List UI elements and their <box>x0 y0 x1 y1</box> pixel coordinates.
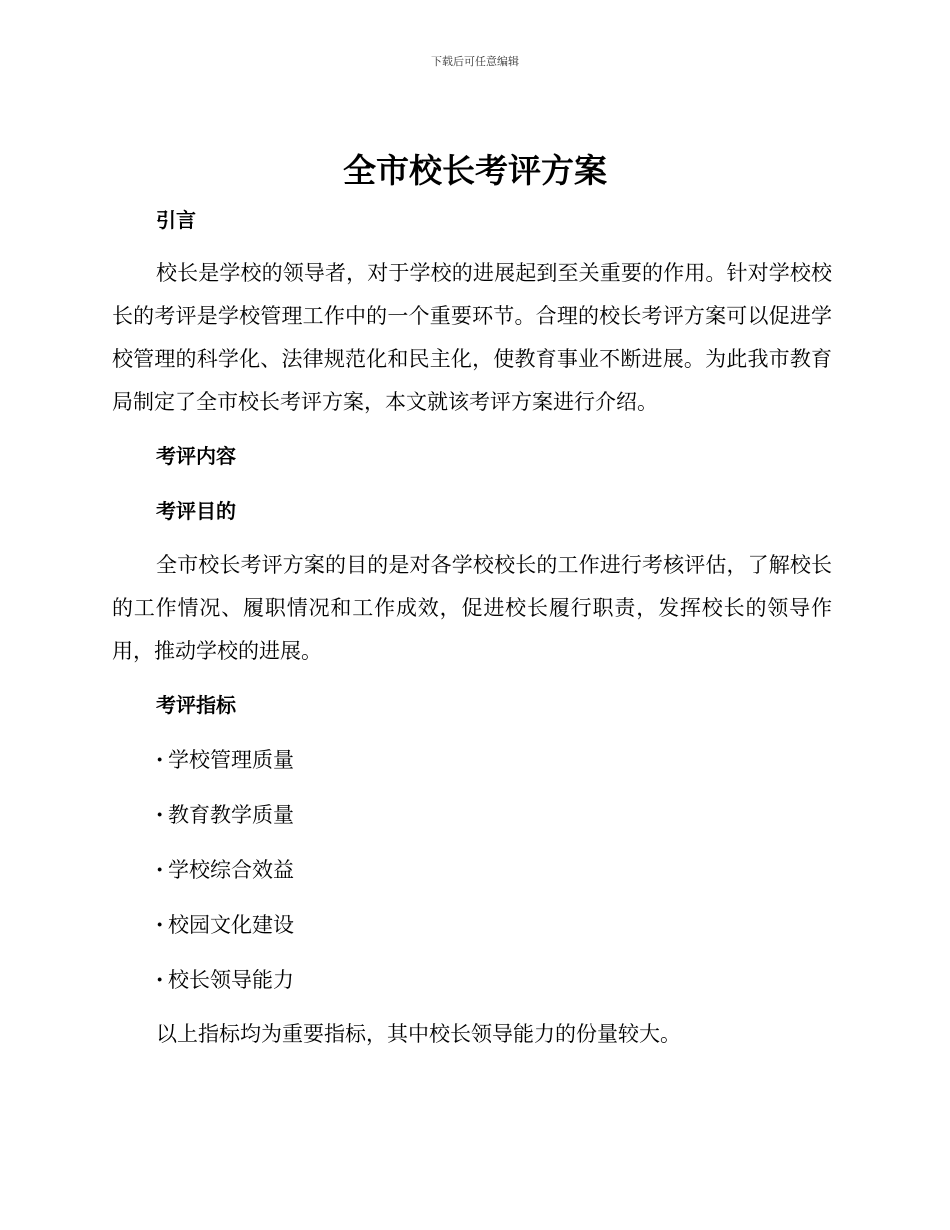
indicator-list <box>156 742 294 1017</box>
purpose-paragraph: 全市校长考评方案的目的是对各学校校长的工作进行考核评估，了解校长的工作情况、履职情况和工作成效，促进校长履行职责，发挥校长的领导作用，推动学校的进展。 <box>112 553 832 663</box>
bullet-icon: · <box>156 802 164 827</box>
bullet-icon: · <box>156 857 164 882</box>
indicator-label: 学校综合效益 <box>168 858 294 882</box>
bullet-icon: · <box>156 912 164 937</box>
intro-paragraph: 校长是学校的领导者，对于学校的进展起到至关重要的作用。针对学校校长的考评是学校管理工作中的一个重要环节。合理的校长考评方案可以促进学校管理的科学化、法律规范化和民主化，使教育事业不断进展。为此我市教育局制定了全市校长考评方案，本文就该考评方案进行介绍。 <box>112 261 832 414</box>
bullet-icon: · <box>156 967 164 992</box>
document-title: 全市校长考评方案 <box>343 151 607 190</box>
list-item <box>156 852 294 907</box>
purpose-heading: 考评目的 <box>156 499 236 523</box>
indicators-heading: 考评指标 <box>156 693 236 717</box>
bullet-icon: · <box>156 747 164 772</box>
indicator-label: 学校管理质量 <box>168 748 294 772</box>
header-note: 下载后可任意编辑 <box>431 55 519 68</box>
list-item <box>156 907 294 962</box>
content-heading: 考评内容 <box>156 444 236 468</box>
list-item <box>156 962 294 1017</box>
indicator-label: 校园文化建设 <box>168 913 294 937</box>
indicator-label: 校长领导能力 <box>168 968 294 992</box>
list-item <box>156 742 294 797</box>
closing-paragraph: 以上指标均为重要指标，其中校长领导能力的份量较大。 <box>156 1022 681 1046</box>
intro-heading: 引言 <box>156 208 196 232</box>
indicator-label: 教育教学质量 <box>168 803 294 827</box>
list-item <box>156 797 294 852</box>
